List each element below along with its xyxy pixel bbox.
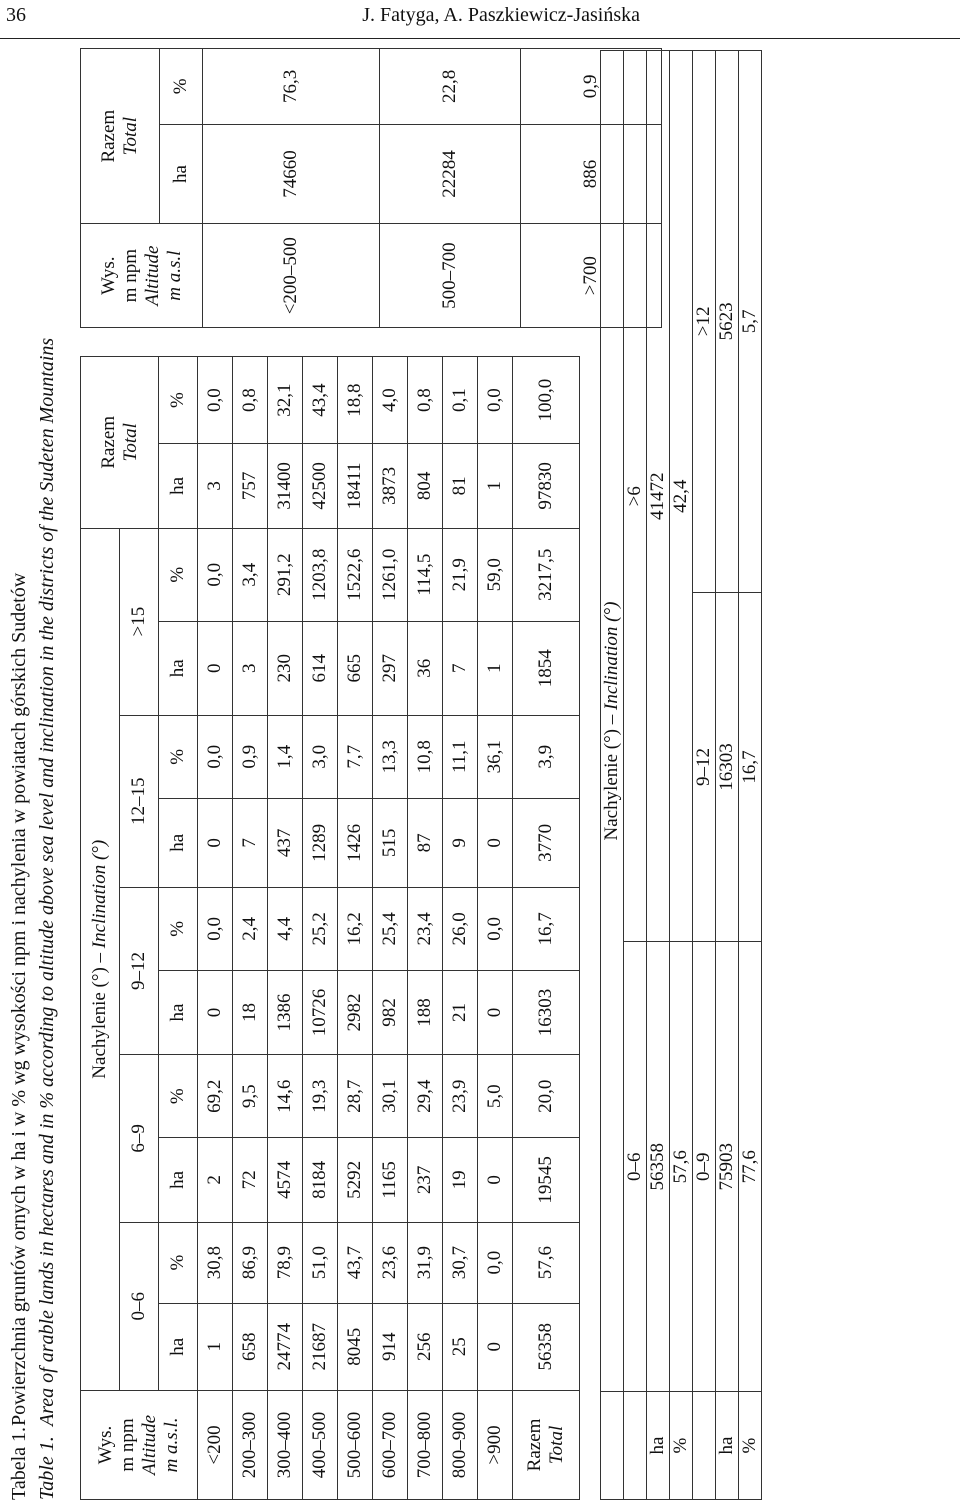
table-cell: 757 [233,444,268,528]
caption-en: Table 1.Area of arable lands in hectares and in % according to altitude above sea level and inclination in the districts of the Sudeten Mountains [36,337,58,1500]
table-cell: 188 [408,970,443,1054]
altitude-class: 600–700 [373,1390,408,1499]
table-cell: 0,0 [198,887,233,970]
table-cell: 42500 [303,444,338,528]
total-cell: 16303 [513,970,580,1054]
table-cell: 24774 [268,1303,303,1390]
table-cell: 1 [198,1303,233,1390]
total-cell: 57,6 [513,1222,580,1303]
table-cell: 7,7 [338,715,373,798]
unit-ha: ha [159,1303,198,1390]
table-cell: 3 [233,621,268,715]
class-12-15: 12–15 [120,715,159,887]
inclination-header: Nachylenie (°) – Inclination (°) [81,528,120,1390]
table-cell: 437 [268,798,303,887]
altitude-class: <200 [198,1390,233,1499]
unit-pct: % [159,357,198,444]
summary-ha: 22284 [380,124,521,224]
table-cell: 0 [478,1303,513,1390]
total-row [513,357,580,1500]
table-cell: 23,6 [373,1222,408,1303]
table-cell: 237 [408,1138,443,1222]
table-cell: 25,2 [303,887,338,970]
altitude-class: 300–400 [268,1390,303,1499]
table-cell: 30,7 [443,1222,478,1303]
total-cell: 100,0 [513,357,580,444]
table-row [408,357,443,1500]
table-cell: 1 [478,621,513,715]
summary-alt: 500–700 [380,224,521,328]
table-cell: 4574 [268,1138,303,1222]
class-over-15: >15 [120,528,159,715]
table-cell: 28,7 [338,1055,373,1138]
table-cell: 982 [373,970,408,1054]
table-cell: 3,0 [303,715,338,798]
row-label-ha: ha [716,1392,739,1500]
table-cell: 51,0 [303,1222,338,1303]
table-cell: 13,3 [373,715,408,798]
row-label-pct: % [670,1392,693,1500]
table-cell: 1203,8 [303,528,338,621]
table-cell: 0,0 [198,715,233,798]
table-cell: 914 [373,1303,408,1390]
table-cell: 36,1 [478,715,513,798]
class-over-6: >6 [624,51,647,942]
table-cell: 0,0 [478,887,513,970]
table-cell: 31400 [268,444,303,528]
table-cell: 21687 [303,1303,338,1390]
summary-ha-header: ha [160,124,203,224]
table-cell: 32,1 [268,357,303,444]
table-cell: 1165 [373,1138,408,1222]
table-cell: 665 [338,621,373,715]
total-cell: 97830 [513,444,580,528]
altitude-class: >900 [478,1390,513,1499]
unit-row [159,357,198,1500]
table-cell: 0 [478,970,513,1054]
altitude-class: 500–600 [338,1390,373,1499]
total-cell: 3,9 [513,715,580,798]
table-cell: 8184 [303,1138,338,1222]
table-cell: 614 [303,621,338,715]
table-cell: 18411 [338,444,373,528]
total-cell: 1854 [513,621,580,715]
altitude-class: 400–500 [303,1390,338,1499]
summary-pct-header: % [160,49,203,125]
table-cell: 0,0 [198,528,233,621]
inclination-summary-table: Nachylenie (°) – Inclination (°) 0–6 >6 ha 56358 41472 % 57,6 42,4 0–9 9–12 >12 ha 75903 16303 5623 % 77,6 16,7 5,7 [600,50,762,1500]
unit-ha: ha [159,621,198,715]
table-row [373,357,408,1500]
table-cell: 5292 [338,1138,373,1222]
table-cell: 21,9 [443,528,478,621]
table-cell: 1261,0 [373,528,408,621]
total-cell: 20,0 [513,1055,580,1138]
unit-pct: % [159,1222,198,1303]
table-cell: 19,3 [303,1055,338,1138]
table-cell: 3,4 [233,528,268,621]
table-row [478,357,513,1500]
unit-ha: ha [159,798,198,887]
altitude-class: 700–800 [408,1390,443,1499]
table-cell: 59,0 [478,528,513,621]
rotated-table-page [0,38,960,1508]
table-cell: 78,9 [268,1222,303,1303]
inclination-summary-header: Nachylenie (°) – Inclination (°) [601,51,624,1392]
summary-pct: 22,8 [380,49,521,125]
table-cell: 1522,6 [338,528,373,621]
table-cell: 114,5 [408,528,443,621]
table-cell: 0,9 [233,715,268,798]
table-cell: 18 [233,970,268,1054]
inclination-summary-corner [601,1392,624,1500]
row-label-pct: % [739,1392,762,1500]
summary-pct: 0,9 [521,49,662,125]
table-cell: 2 [198,1138,233,1222]
table-cell: 1,4 [268,715,303,798]
table-cell: 31,9 [408,1222,443,1303]
unit-ha: ha [159,1138,198,1222]
table-cell: 0 [198,621,233,715]
table-row [198,357,233,1500]
row-label-ha: ha [647,1392,670,1500]
summary-table-body [203,49,662,328]
table-cell: 18,8 [338,357,373,444]
table-cell: 291,2 [268,528,303,621]
total-header: Razem Total [81,357,159,529]
summary-alt: >700 [521,224,662,328]
table-row [233,357,268,1500]
table-cell: 26,0 [443,887,478,970]
class-0-9: 0–9 [693,942,716,1392]
table-cell: 25,4 [373,887,408,970]
unit-ha: ha [159,444,198,528]
table-cell: 3 [198,444,233,528]
table-cell: 0,0 [478,1222,513,1303]
table-cell: 7 [233,798,268,887]
table-cell: 10726 [303,970,338,1054]
total-cell: 56358 [513,1303,580,1390]
table-row [203,49,380,328]
summary-ha: 74660 [203,124,380,224]
table-cell: 4,0 [373,357,408,444]
table-cell: 16,2 [338,887,373,970]
table-cell: 0,1 [443,357,478,444]
class-6-9: 6–9 [120,1055,159,1222]
caption-pl: Tabela 1.Powierzchnia gruntów ornych w ha i w % wg wysokości npm i nachylenia w powiatach górskich Sudetów [8,572,30,1500]
table-cell: 8045 [338,1303,373,1390]
total-cell: 19545 [513,1138,580,1222]
table-cell: 0,0 [478,357,513,444]
table-cell: 256 [408,1303,443,1390]
table-cell: 804 [408,444,443,528]
table-cell: 25 [443,1303,478,1390]
table-cell: 2982 [338,970,373,1054]
table-cell: 0 [198,798,233,887]
table-cell: 0 [198,970,233,1054]
table-cell: 297 [373,621,408,715]
total-cell: 16,7 [513,887,580,970]
table-cell: 86,9 [233,1222,268,1303]
table-cell: 7 [443,621,478,715]
total-label: Razem Total [513,1390,580,1499]
altitude-class: 200–300 [233,1390,268,1499]
table-cell: 5,0 [478,1055,513,1138]
table-cell: 30,8 [198,1222,233,1303]
running-header [0,0,960,39]
main-table [80,356,580,1500]
class-9-12: 9–12 [120,887,159,1054]
table-cell: 0,0 [198,357,233,444]
class-0-6: 0–6 [624,942,647,1392]
class-9-12: 9–12 [693,592,716,942]
altitude-header: Wys. m npm Altitude m a.s.l. [81,1390,198,1499]
table-cell: 87 [408,798,443,887]
table-row [268,357,303,1500]
main-table-body [198,357,513,1500]
unit-pct: % [159,887,198,970]
table-cell: 1289 [303,798,338,887]
table-row [338,357,373,1500]
table-cell: 43,7 [338,1222,373,1303]
table-cell: 0,8 [408,357,443,444]
summary-alt: <200–500 [203,224,380,328]
authors: J. Fatyga, A. Paszkiewicz-Jasińska [362,4,640,26]
table-cell: 0 [478,1138,513,1222]
table-cell: 21 [443,970,478,1054]
table-row [380,49,521,328]
table-cell: 1 [478,444,513,528]
summary-ha: 886 [521,124,662,224]
unit-pct: % [159,528,198,621]
altitude-summary-table [80,48,662,328]
total-cell: 3217,5 [513,528,580,621]
summary-altitude-header: Wys. m npm Altitude m a.s.l [81,224,203,328]
total-cell: 3770 [513,798,580,887]
table-cell: 515 [373,798,408,887]
summary-total-header: Razem Total [81,49,160,224]
table-row [303,357,338,1500]
table-cell: 29,4 [408,1055,443,1138]
table-cell: 1426 [338,798,373,887]
class-0-6: 0–6 [120,1222,159,1390]
table-cell: 11,1 [443,715,478,798]
table-cell: 43,4 [303,357,338,444]
table-cell: 14,6 [268,1055,303,1138]
table-cell: 30,1 [373,1055,408,1138]
table-cell: 2,4 [233,887,268,970]
table-cell: 19 [443,1138,478,1222]
table-cell: 3873 [373,444,408,528]
altitude-class: 800–900 [443,1390,478,1499]
page-number: 36 [6,4,26,26]
table-row [443,357,478,1500]
table-cell: 9 [443,798,478,887]
table-cell: 36 [408,621,443,715]
table-cell: 72 [233,1138,268,1222]
table-cell: 10,8 [408,715,443,798]
table-cell: 0 [478,798,513,887]
summary-pct: 76,3 [203,49,380,125]
table-cell: 9,5 [233,1055,268,1138]
unit-pct: % [159,715,198,798]
table-cell: 658 [233,1303,268,1390]
table-cell: 23,9 [443,1055,478,1138]
table-cell: 4,4 [268,887,303,970]
class-over-12: >12 [693,51,716,593]
table-cell: 0,8 [233,357,268,444]
unit-pct: % [159,1055,198,1138]
table-cell: 230 [268,621,303,715]
table-cell: 23,4 [408,887,443,970]
table-cell: 69,2 [198,1055,233,1138]
table-cell: 1386 [268,970,303,1054]
unit-ha: ha [159,970,198,1054]
table-cell: 81 [443,444,478,528]
